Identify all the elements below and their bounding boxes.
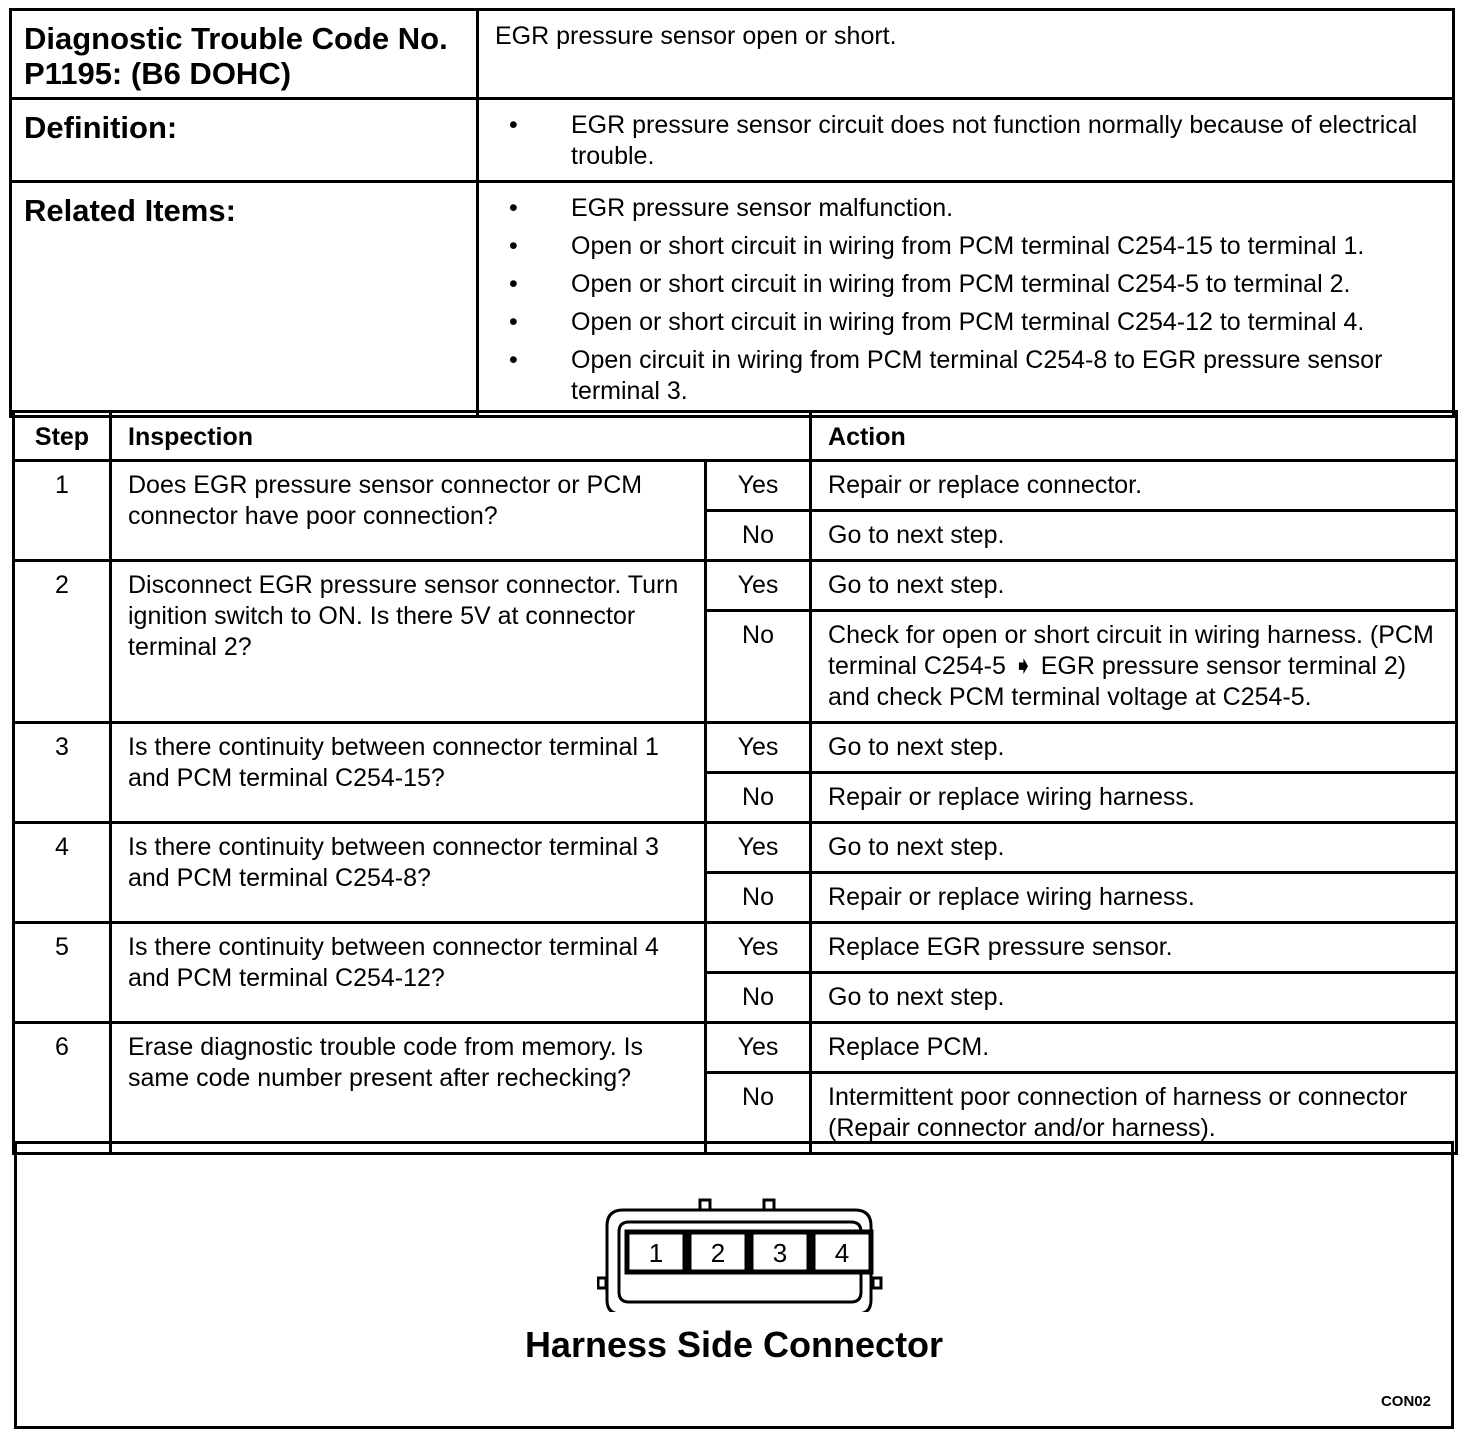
column-header-inspection: Inspection xyxy=(111,412,811,461)
table-row xyxy=(14,823,1457,873)
no-action: Repair or replace wiring harness. xyxy=(811,773,1457,823)
step-number: 5 xyxy=(14,923,111,1023)
related-item xyxy=(495,231,1438,262)
connector-caption: Harness Side Connector xyxy=(524,1324,944,1365)
column-header-step: Step xyxy=(14,412,111,461)
yes-action: Go to next step. xyxy=(811,561,1457,611)
definition-item-text: EGR pressure sensor circuit does not function normally because of electrical trouble. xyxy=(571,111,1418,170)
dtc-label: Diagnostic Trouble Code No. P1195: (B6 DOHC) xyxy=(11,10,478,99)
yes-label: Yes xyxy=(706,1023,811,1073)
connector-diagram-panel xyxy=(14,1141,1454,1429)
definition-row xyxy=(11,99,1454,182)
table-row xyxy=(14,461,1457,511)
table-row xyxy=(14,1023,1457,1073)
inspection-text: Is there continuity between connector terminal 1 and PCM terminal C254-15? xyxy=(111,723,706,823)
no-action: Check for open or short circuit in wiring harness. (PCM terminal C254-5 ➧ EGR pressure sensor terminal 2) and check PCM terminal voltage at C254-5. xyxy=(811,611,1457,723)
inspection-text: Is there continuity between connector terminal 4 and PCM terminal C254-12? xyxy=(111,923,706,1023)
inspection-text: Is there continuity between connector terminal 3 and PCM terminal C254-8? xyxy=(111,823,706,923)
step-number: 4 xyxy=(14,823,111,923)
definition-value xyxy=(478,99,1454,182)
inspection-text: Disconnect EGR pressure sensor connector. Turn ignition switch to ON. Is there 5V at connector terminal 2? xyxy=(111,561,706,723)
dtc-header-table xyxy=(9,8,1455,418)
table-header-row xyxy=(14,412,1457,461)
no-label: No xyxy=(706,773,811,823)
bullet-icon: • xyxy=(509,232,518,260)
related-item-text: Open circuit in wiring from PCM terminal C254-8 to EGR pressure sensor terminal 3. xyxy=(571,346,1383,405)
harness-connector-diagram xyxy=(597,1192,897,1312)
yes-action: Replace EGR pressure sensor. xyxy=(811,923,1457,973)
bullet-icon: • xyxy=(509,111,518,139)
inspection-steps-table xyxy=(12,410,1458,1155)
step-number: 1 xyxy=(14,461,111,561)
related-item xyxy=(495,193,1438,224)
step-number: 6 xyxy=(14,1023,111,1154)
related-item-text: Open or short circuit in wiring from PCM terminal C254-5 to terminal 2. xyxy=(571,270,1351,298)
yes-label: Yes xyxy=(706,461,811,511)
terminal-label: 3 xyxy=(772,1238,788,1268)
definition-item xyxy=(495,110,1438,172)
no-label: No xyxy=(706,873,811,923)
terminal-group xyxy=(627,1232,871,1272)
figure-code: CON02 xyxy=(1380,1393,1431,1410)
table-row xyxy=(14,723,1457,773)
step-number: 3 xyxy=(14,723,111,823)
no-action: Repair or replace wiring harness. xyxy=(811,873,1457,923)
inspection-text: Does EGR pressure sensor connector or PCM connector have poor connection? xyxy=(111,461,706,561)
related-items-label: Related Items: xyxy=(11,182,478,417)
no-action: Go to next step. xyxy=(811,973,1457,1023)
no-action: Intermittent poor connection of harness or connector (Repair connector and/or harness). xyxy=(811,1073,1457,1154)
related-item-text: EGR pressure sensor malfunction. xyxy=(571,194,954,222)
inspection-text: Erase diagnostic trouble code from memory. Is same code number present after rechecking? xyxy=(111,1023,706,1154)
bullet-icon: • xyxy=(509,194,518,222)
yes-action: Repair or replace connector. xyxy=(811,461,1457,511)
yes-label: Yes xyxy=(706,823,811,873)
dtc-row xyxy=(11,10,1454,99)
yes-action: Replace PCM. xyxy=(811,1023,1457,1073)
no-label: No xyxy=(706,973,811,1023)
bullet-icon: • xyxy=(509,346,518,374)
yes-action: Go to next step. xyxy=(811,823,1457,873)
no-label: No xyxy=(706,1073,811,1154)
yes-label: Yes xyxy=(706,561,811,611)
table-row xyxy=(14,923,1457,973)
related-item-text: Open or short circuit in wiring from PCM terminal C254-12 to terminal 4. xyxy=(571,308,1365,336)
definition-label: Definition: xyxy=(11,99,478,182)
no-label: No xyxy=(706,611,811,723)
connector-side-tab xyxy=(873,1278,881,1288)
related-item xyxy=(495,345,1438,407)
yes-action: Go to next step. xyxy=(811,723,1457,773)
dtc-value: EGR pressure sensor open or short. xyxy=(478,10,1454,99)
terminal-label: 4 xyxy=(834,1238,850,1268)
no-label: No xyxy=(706,511,811,561)
bullet-icon: • xyxy=(509,270,518,298)
no-action: Go to next step. xyxy=(811,511,1457,561)
column-header-action: Action xyxy=(811,412,1457,461)
step-number: 2 xyxy=(14,561,111,723)
yes-label: Yes xyxy=(706,723,811,773)
table-row xyxy=(14,561,1457,611)
yes-label: Yes xyxy=(706,923,811,973)
connector-side-tab xyxy=(598,1278,606,1288)
related-item xyxy=(495,269,1438,300)
terminal-label: 2 xyxy=(710,1238,726,1268)
related-items-value xyxy=(478,182,1454,417)
bullet-icon: • xyxy=(509,308,518,336)
related-items-row xyxy=(11,182,1454,417)
terminal-label: 1 xyxy=(648,1238,664,1268)
related-item xyxy=(495,307,1438,338)
related-item-text: Open or short circuit in wiring from PCM terminal C254-15 to terminal 1. xyxy=(571,232,1365,260)
